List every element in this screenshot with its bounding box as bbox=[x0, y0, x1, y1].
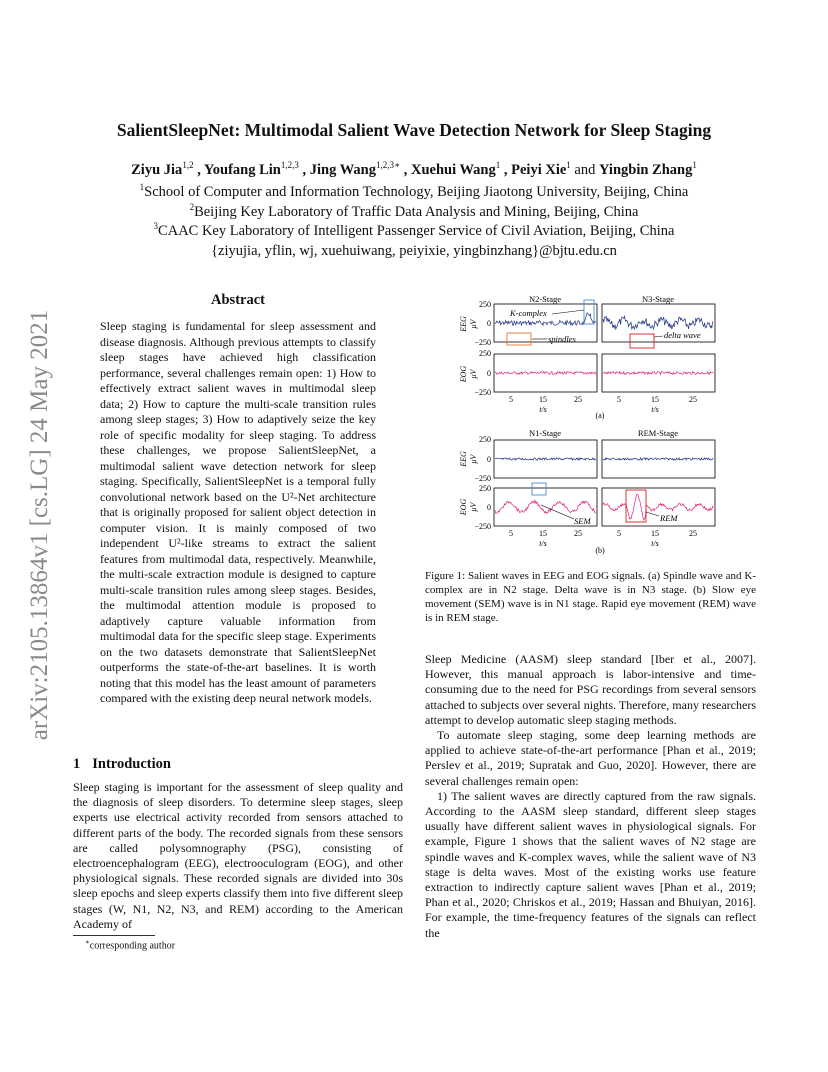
xtick-b-right-5: 5 bbox=[617, 529, 621, 538]
xtick-a-left-15: 15 bbox=[539, 395, 547, 404]
annotation-sem: SEM bbox=[574, 516, 591, 526]
delta-wave-arrow bbox=[654, 336, 663, 337]
footnote: ∗corresponding author bbox=[85, 938, 176, 952]
author-affiliation-mark: 1 bbox=[566, 160, 571, 170]
author-emails: {ziyujia, yflin, wj, xuehuiwang, peiyixie, yingbinzhang}@bjtu.edu.cn bbox=[211, 243, 617, 259]
abstract-body: Sleep staging is fundamental for sleep assessment and disease diagnosis. Although previous attempts to classify sleep stages have achieved high classification performance, several challenges remain open: 1) How to effectively extract salient waves in multimodal sleep data; 2) How to capture the multi-scale transition rules among sleep stages; 3) How to adaptively seize the key role of specific modality for sleep staging. To address these challenges, we propose SalientSleepNet, a multimodal salient wave detection network for sleep staging. Specifically, SalientSleepNet is a temporal fully convolutional network based on the U²-Net architecture that is originally proposed for salient object detection in computer vision. It is mainly composed of two independent U²-like streams to extract the salient features from multimodal data, respectively. Meanwhile, the multi-scale extraction module is designed to capture multi-scale transition rules among sleep stages. Besides, the multimodal attention module is proposed to adaptively capture valuable information from multimodal data for the specific sleep stage. Experiments on the two datasets demonstrate that SalientSleepNet outperforms the state-of-the-art baselines. It is worth noting that this model has the least amount of parameters compared with the existing deep neural network models. bbox=[100, 319, 376, 705]
annotation-rem: REM bbox=[660, 513, 678, 523]
author-name: Yingbin Zhang bbox=[598, 161, 693, 178]
author-affiliation-mark: 1 bbox=[495, 160, 501, 170]
xtick-a-right-25: 25 bbox=[689, 395, 697, 404]
author-affiliation-mark: 1 bbox=[692, 160, 697, 170]
arxiv-stamp-text: arXiv:2105.13864v1 [cs.LG] 24 May 2021 bbox=[26, 309, 53, 741]
ytick-a-eog-0: 0 bbox=[487, 369, 491, 378]
footnote-rule bbox=[73, 935, 155, 936]
stage-title-n1: N1-Stage bbox=[528, 428, 562, 438]
n3-eeg-trace bbox=[603, 316, 713, 329]
figure-caption: Figure 1: Salient waves in EEG and EOG signals. (a) Spindle wave and K-complex are in N2 stage. Delta wave is in N3 stage. (b) Slow eye movement (SEM) wave is in N1 stage. Rapid eye movement (REM) wave is in REM stage. bbox=[425, 570, 756, 624]
xtick-a-left-5: 5 bbox=[509, 395, 513, 404]
rem-eog-trace bbox=[603, 494, 713, 520]
ylabel-eeg-b: EEG bbox=[459, 451, 468, 467]
xtick-b-left-5: 5 bbox=[509, 529, 513, 538]
affiliation-3: $^3$CAAC Key Laboratory of Intelligent Passenger Service of Civil Aviation, Beijing, China bbox=[153, 221, 675, 239]
affiliation-2: $^2$Beijing Key Laboratory of Traffic Data Analysis and Mining, Beijing, China bbox=[189, 202, 639, 220]
right-column-body bbox=[425, 652, 756, 941]
ylabel-eeg-a: EEG bbox=[459, 316, 468, 332]
xtick-a-right-15: 15 bbox=[651, 395, 659, 404]
paragraph: Sleep Medicine (AASM) sleep standard [Iber et al., 2007]. However, this manual approach is labor-intensive and time-consuming due to the need for PSG recordings from several sensors attached to subjects over several nights. Therefore, many researchers attempt to develop automatic sleep staging methods. bbox=[425, 652, 756, 727]
xtick-b-right-25: 25 bbox=[689, 529, 697, 538]
annotation-spindles: spindles bbox=[548, 334, 576, 344]
author-name: Xuehui Wang bbox=[410, 161, 496, 178]
xtick-b-left-25: 25 bbox=[574, 529, 582, 538]
ytick-a-eog-n250: −250 bbox=[474, 388, 491, 397]
ytick-a-eeg-n250: −250 bbox=[474, 338, 491, 347]
stage-title-n2: N2-Stage bbox=[528, 294, 562, 304]
paper-title: SalientSleepNet: Multimodal Salient Wave Detection Network for Sleep Staging bbox=[116, 120, 712, 140]
author-list: Ziyu Jia$^{1,2}$ , Youfang Lin$^{1,2,3}$ , Jing Wang$^{1,2,3∗}$ , Xuehui Wang$^1$ , Peiyi Xie$^1$ and Yingbin Zhang$^1$ bbox=[131, 160, 697, 178]
author-affiliation-mark: 1,2 bbox=[182, 160, 194, 170]
section-heading bbox=[73, 756, 171, 773]
delta-wave-highlight bbox=[630, 334, 654, 348]
author-affiliation-mark: 1,2,3 bbox=[280, 160, 299, 170]
k-complex-arrow bbox=[552, 310, 584, 314]
panel-label-a: (a) bbox=[595, 411, 605, 420]
ytick-a-eeg-250: 250 bbox=[479, 300, 491, 309]
section-title: Introduction bbox=[92, 756, 171, 772]
xtick-b-left-15: 15 bbox=[539, 529, 547, 538]
ytick-a-eeg-0: 0 bbox=[487, 319, 491, 328]
xlabel-b-left: t/s bbox=[539, 539, 547, 548]
paragraph: To automate sleep staging, some deep learning methods are applied to achieve state-of-the-art performance [Phan et al., 2019; Perslev et al., 2019; Supratak and Guo, 2020]. However, there are several challenges remain open: bbox=[425, 728, 756, 788]
ytick-b-eeg-250: 250 bbox=[479, 435, 491, 444]
author-affiliation-mark: 1,2,3∗ bbox=[375, 160, 401, 170]
xtick-b-right-15: 15 bbox=[651, 529, 659, 538]
author-name: Peiyi Xie bbox=[511, 161, 567, 178]
ytick-a-eog-250: 250 bbox=[479, 349, 491, 358]
author-and: and bbox=[570, 161, 599, 178]
panel-a-n2-eog-frame bbox=[494, 354, 597, 392]
section-number: 1 bbox=[73, 756, 81, 772]
spindles-highlight bbox=[507, 333, 531, 345]
yunit-eeg-a: μV bbox=[469, 319, 478, 329]
paragraph: 1) The salient waves are directly captured from the raw signals. According to the AASM sleep standard, different sleep stages usually have different salient waves in physiological signals. For example, Figure 1 shows that the salient waves of N2 stage are spindle waves and K-complex waves, while the salient wave of N3 stage is delta waves. Most of the existing works use feature extraction to indirectly capture salient waves [Phan et al., 2019; Phan et al., 2020; Chriskos et al., 2019; Hassan and Bhuiyan, 2016]. For example, the time-frequency features of the signals can reflect the bbox=[425, 788, 756, 940]
author-name: Jing Wang bbox=[309, 161, 376, 178]
yunit-eog-b: μV bbox=[469, 502, 478, 512]
author-name: Youfang Lin bbox=[203, 161, 281, 178]
n3-eog-trace bbox=[603, 372, 713, 375]
xtick-a-right-5: 5 bbox=[617, 395, 621, 404]
sem-highlight bbox=[532, 483, 546, 495]
n2-eog-trace bbox=[495, 372, 596, 375]
rem-arrow bbox=[646, 512, 659, 516]
figure-1 bbox=[440, 290, 755, 560]
stage-title-n3: N3-Stage bbox=[641, 294, 675, 304]
yunit-eog-a: μV bbox=[469, 369, 478, 379]
ytick-b-eeg-0: 0 bbox=[487, 455, 491, 464]
annotation-k-complex: K-complex bbox=[510, 308, 547, 318]
xlabel-b-right: t/s bbox=[651, 539, 659, 548]
affiliation-1: $^1$School of Computer and Information Technology, Beijing Jiaotong University, Beijing, China bbox=[139, 182, 689, 200]
xtick-a-left-25: 25 bbox=[574, 395, 582, 404]
abstract-heading: Abstract bbox=[211, 292, 265, 308]
arxiv-stamp bbox=[25, 290, 55, 760]
stage-title-rem: REM-Stage bbox=[637, 428, 679, 438]
annotation-delta-wave: delta wave bbox=[664, 330, 701, 340]
introduction-body: Sleep staging is important for the assessment of sleep quality and the diagnosis of sleep disorders. To determine sleep stages, sleep experts use electrical activity recorded from sensors attached to different parts of the body. The recorded signals from these sensors are called polysomnography (PSG), consisting of electroencephalogram (EEG), electrooculogram (EOG), and other physiological signals. These recorded signals are divided into 30s sleep epochs and sleep experts classify them into five different sleep stages (W, N1, N2, N3, and REM) according to the American Academy of bbox=[73, 780, 403, 931]
ylabel-eog-a: EOG bbox=[459, 365, 468, 383]
xlabel-a-right: t/s bbox=[651, 405, 659, 414]
ytick-b-eog-0: 0 bbox=[487, 503, 491, 512]
yunit-eeg-b: μV bbox=[469, 454, 478, 464]
ytick-b-eog-250: 250 bbox=[479, 484, 491, 493]
n1-eeg-trace bbox=[495, 458, 596, 460]
ytick-b-eeg-n250: −250 bbox=[474, 474, 491, 483]
panel-label-b: (b) bbox=[595, 546, 605, 555]
rem-eeg-trace bbox=[603, 458, 713, 460]
ytick-b-eog-n250: −250 bbox=[474, 522, 491, 531]
ylabel-eog-b: EOG bbox=[459, 498, 468, 516]
xlabel-a-left: t/s bbox=[539, 405, 547, 414]
author-name: Ziyu Jia bbox=[131, 161, 183, 178]
